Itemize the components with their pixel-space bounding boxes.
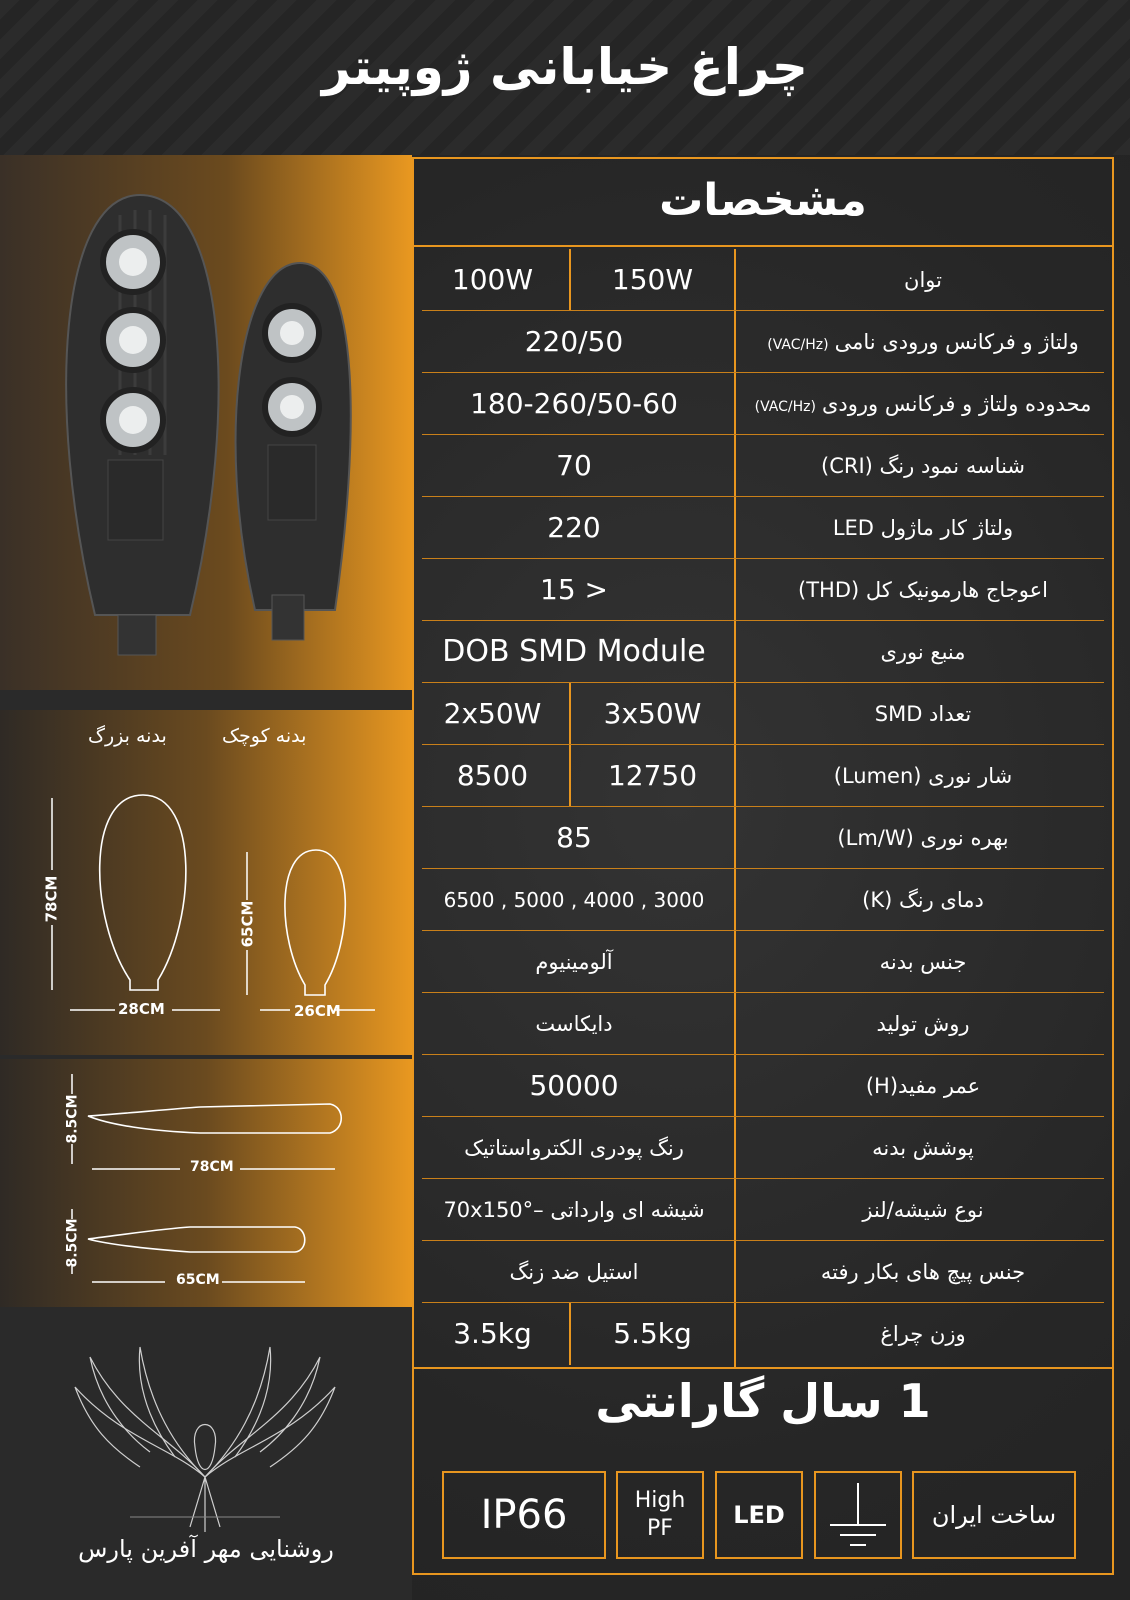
led-badge: LED — [715, 1471, 803, 1559]
spec-label-text: ولتاژ و فرکانس ورودی نامی — [834, 330, 1079, 354]
phoenix-logo-icon — [0, 1327, 412, 1547]
spec-label — [734, 373, 1112, 435]
small-height-dim: 65CM — [238, 900, 257, 948]
spec-row — [414, 931, 1112, 993]
spec-value-small-body: 8500 — [456, 759, 529, 792]
spec-value: آلومینیوم — [535, 950, 613, 974]
small-body-label: بدنه کوچک — [222, 725, 307, 747]
spec-row — [414, 373, 1112, 435]
ip66-badge: IP66 — [442, 1471, 606, 1559]
spec-row — [414, 435, 1112, 497]
spec-label-text: شناسه نمود رنگ (CRI) — [820, 454, 1026, 478]
spec-label-text: عمر مفید(H) — [865, 1074, 981, 1098]
spec-value: شیشه ای وارداتی –°70x150 — [443, 1198, 705, 1222]
spec-row — [414, 683, 1112, 745]
high-pf-line1: High — [634, 1488, 686, 1513]
spec-row — [414, 993, 1112, 1055]
spec-heading: مشخصات — [414, 159, 1112, 247]
spec-label — [734, 1117, 1112, 1179]
spec-label — [734, 1055, 1112, 1117]
spec-label-text: اعوجاج هارمونیک کل (THD) — [798, 578, 1048, 602]
side-outline-drawing — [0, 1059, 412, 1307]
spec-row — [414, 497, 1112, 559]
spec-value: DOB SMD Module — [442, 634, 706, 669]
ground-badge — [814, 1471, 902, 1559]
spec-label-text: روش تولید — [876, 1012, 970, 1036]
spec-value: 220 — [547, 511, 601, 544]
spec-label-text: دمای رنگ (K) — [862, 888, 984, 912]
spec-label-text: پوشش بدنه — [872, 1136, 974, 1160]
spec-row — [414, 745, 1112, 807]
spec-row — [414, 249, 1112, 311]
spec-row — [414, 869, 1112, 931]
spec-value: 220/50 — [524, 325, 624, 358]
spec-value: 50000 — [529, 1069, 619, 1102]
spec-label — [734, 621, 1112, 683]
spec-value: استیل ضد زنگ — [509, 1260, 639, 1284]
spec-label — [734, 249, 1112, 311]
large-width-dim: 28CM — [118, 1000, 165, 1018]
large-height-dim: 78CM — [42, 875, 61, 923]
spec-label — [734, 807, 1112, 869]
spec-label — [734, 311, 1112, 373]
spec-row — [414, 621, 1112, 683]
company-name: روشنایی مهر آفرین پارس — [78, 1535, 334, 1563]
high-pf-line2: PF — [647, 1516, 673, 1541]
large-body-label: بدنه بزرگ — [88, 725, 167, 747]
spec-label — [734, 683, 1112, 745]
spec-label — [734, 745, 1112, 807]
front-dimension-panel — [0, 710, 412, 1055]
spec-value: 85 — [556, 821, 592, 854]
spec-value: 15 > — [540, 573, 608, 606]
spec-label — [734, 497, 1112, 559]
spec-value: دایکاست — [535, 1012, 613, 1036]
spec-table — [412, 157, 1114, 1575]
side-small-height-dim: 8.5CM — [64, 1218, 81, 1268]
spec-value-small-body: 100W — [451, 263, 534, 296]
side-small-length-dim: 65CM — [176, 1272, 220, 1288]
large-lamp-icon — [66, 195, 218, 655]
spec-label-text: ولتاژ کار ماژول LED — [832, 516, 1014, 540]
spec-label-text: وزن چراغ — [880, 1322, 966, 1346]
side-large-height-dim: 8.5CM — [64, 1094, 81, 1144]
spec-value: رنگ پودری الکترواستاتیک — [464, 1136, 684, 1160]
small-width-dim: 26CM — [294, 1002, 341, 1020]
spec-label — [734, 869, 1112, 931]
spec-label-text: بهره نوری (Lm/W) — [837, 826, 1009, 850]
spec-value-large-body: 12750 — [607, 759, 698, 792]
spec-label-text: منبع نوری — [880, 640, 966, 664]
spec-label-text: نوع شیشه/لنز — [862, 1198, 984, 1222]
spec-label-text: توان — [904, 268, 942, 292]
spec-row — [414, 1055, 1112, 1117]
high-pf-badge — [616, 1471, 704, 1559]
spec-row — [414, 311, 1112, 373]
spec-value: 180-260/50-60 — [470, 387, 678, 420]
spec-row — [414, 559, 1112, 621]
spec-value: 6500 , 5000 , 4000 , 3000 — [443, 888, 705, 912]
spec-label-text: محدوده ولتاژ و فرکانس ورودی — [821, 392, 1092, 416]
spec-label-text: جنس بدنه — [879, 950, 967, 974]
spec-row — [414, 1179, 1112, 1241]
spec-value-small-body: 3.5kg — [453, 1317, 532, 1350]
spec-row — [414, 807, 1112, 869]
spec-label-text: تعداد SMD — [874, 702, 972, 726]
spec-unit: (VAC/Hz) — [754, 399, 816, 415]
spec-label — [734, 435, 1112, 497]
small-lamp-icon — [236, 263, 351, 640]
spec-label — [734, 559, 1112, 621]
lamp-photo-panel — [0, 155, 412, 690]
spec-row — [414, 1303, 1112, 1365]
spec-value: 70 — [556, 449, 592, 482]
spec-value-large-body: 3x50W — [603, 697, 702, 730]
spec-row — [414, 1117, 1112, 1179]
street-lamp-image — [0, 155, 412, 690]
spec-label-text: جنس پیچ های بکار رفته — [820, 1260, 1026, 1284]
warranty-text: 1 سال گارانتی — [595, 1374, 931, 1428]
spec-label — [734, 993, 1112, 1055]
spec-label-text: شار نوری (Lumen) — [833, 764, 1013, 788]
side-large-length-dim: 78CM — [190, 1159, 234, 1175]
spec-label — [734, 931, 1112, 993]
spec-value-large-body: 150W — [611, 263, 694, 296]
side-dimension-panel — [0, 1059, 412, 1307]
spec-label — [734, 1241, 1112, 1303]
spec-row — [414, 1241, 1112, 1303]
page-title: چراغ خیابانی ژوپیتر — [322, 38, 808, 96]
left-column — [0, 155, 412, 1600]
spec-unit: (VAC/Hz) — [767, 337, 829, 353]
divider — [414, 1367, 1112, 1369]
made-in-iran-badge: ساخت ایران — [912, 1471, 1076, 1559]
spec-label — [734, 1179, 1112, 1241]
divider — [0, 690, 412, 710]
spec-value-small-body: 2x50W — [443, 697, 542, 730]
spec-label — [734, 1303, 1112, 1365]
front-outline-drawing — [0, 710, 412, 1055]
spec-value-large-body: 5.5kg — [613, 1317, 692, 1350]
ground-icon — [816, 1473, 900, 1557]
